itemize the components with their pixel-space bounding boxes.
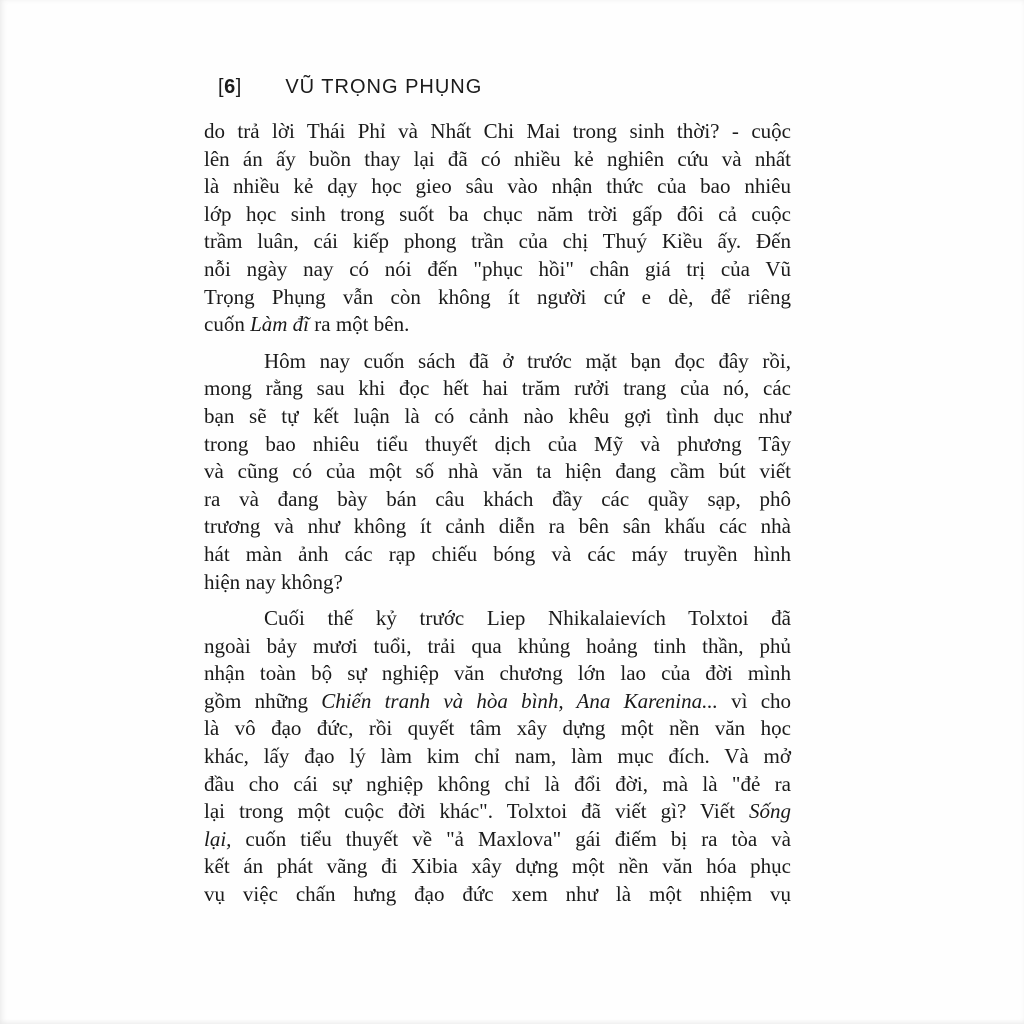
text-segment: nhận toàn bộ sự nghiệp văn chương lớn lao của đời mình [204,661,791,686]
text-line [204,431,791,459]
text-segment: Hôm nay cuốn sách đã ở trước mặt bạn đọc đây rồi, [264,348,791,373]
paragraph [204,605,791,909]
text-line [204,771,791,799]
page-number-digit: 6 [224,76,236,98]
text-segment: trong bao nhiêu tiểu thuyết dịch của Mỹ và phương Tây [204,431,791,456]
text-segment: bạn sẽ tự kết luận là có cảnh nào khêu gợi tình dục như [204,403,791,428]
text-line [204,853,791,881]
text-line [204,715,791,743]
text-segment: mong rằng sau khi đọc hết hai trăm rưởi trang của nó, các [204,376,791,401]
text-segment: là nhiều kẻ dạy học gieo sâu vào nhận thức của bao nhiêu [204,174,791,199]
italic-title-text: Chiến tranh và hòa bình, Ana Karenina... [321,688,718,713]
text-segment: ra một bên. [309,312,410,337]
text-segment: lên án ấy buồn thay lại đã có nhiều kẻ nghiên cứu và nhất [204,146,791,171]
text-segment: cuốn [204,312,251,337]
text-segment: vì cho [717,688,792,713]
paragraph [204,348,791,596]
text-segment: kết án phát vãng đi Xibia xây dựng một nền văn hóa phục [204,854,791,879]
text-segment: nỗi ngày nay có nói đến "phục hồi" chân giá trị của Vũ [204,256,791,281]
text-line [204,688,791,716]
italic-title-text: lại, [204,826,232,851]
text-segment: hiện nay không? [204,569,343,594]
text-line [204,486,791,514]
text-line [204,826,791,854]
text-segment: Trọng Phụng vẫn còn không ít người cứ e dè, để riêng [204,284,791,309]
text-line [204,228,791,256]
text-line [204,201,791,229]
text-line [204,348,791,376]
text-segment: ra và đang bày bán câu khách đầy các quầy sạp, phô [204,486,791,511]
page-number-bracket-close: ] [235,76,242,98]
text-line [204,173,791,201]
running-title: VŨ TRỌNG PHỤNG [285,76,483,98]
text-segment: là vô đạo đức, rồi quyết tâm xây dựng một nền văn học [204,716,791,741]
text-line [204,633,791,661]
text-segment: hát màn ảnh các rạp chiếu bóng và các máy truyền hình [204,541,791,566]
text-segment: trương và như không ít cảnh diễn ra bên sân khấu các nhà [204,514,791,539]
text-segment: do trả lời Thái Phỉ và Nhất Chi Mai trong sinh thời? - cuộc [204,119,791,143]
text-segment: lớp học sinh trong suốt ba chục năm trời gấp đôi cả cuộc [204,201,791,226]
page-header [218,76,482,99]
text-line [204,403,791,431]
text-line [204,284,791,312]
text-line [204,118,791,146]
text-line [204,605,791,633]
text-segment: khác, lấy đạo lý làm kim chỉ nam, làm mục đích. Và mở [204,744,791,769]
text-segment: vụ việc chấn hưng đạo đức xem như là một nhiệm vụ [204,882,791,907]
italic-title-text: Sống [749,799,791,824]
text-segment: ngoài bảy mươi tuổi, trải qua khủng hoảng tinh thần, phủ [204,633,791,658]
text-segment: cuốn tiểu thuyết về "ả Maxlova" gái điếm bị ra tòa và [231,826,791,851]
body-text [204,118,791,909]
text-segment: Cuối thế kỷ trước Liep Nhikalaievích Tolxtoi đã [264,606,791,631]
text-line [204,541,791,569]
text-line [204,743,791,771]
text-line [204,569,791,597]
page-number [218,76,242,98]
text-segment: trầm luân, cái kiếp phong trần của chị Thuý Kiều ấy. Đến [204,229,791,254]
text-line [204,458,791,486]
text-line [204,375,791,403]
text-line [204,660,791,688]
text-line [204,798,791,826]
italic-title-text: Làm đĩ [250,312,310,337]
text-line [204,256,791,284]
page-number-bracket-open: [ [218,76,225,98]
paragraph [204,118,791,339]
text-line [204,881,791,909]
text-line [204,513,791,541]
text-line [204,311,791,339]
text-segment: đầu cho cái sự nghiệp không chỉ là đổi đời, mà là "đẻ ra [204,771,791,796]
text-line [204,146,791,174]
text-segment: lại trong một cuộc đời khác". Tolxtoi đã viết gì? Viết [204,799,749,824]
text-segment: gồm những [204,688,322,713]
text-segment: và cũng có của một số nhà văn ta hiện đang cầm bút viết [204,459,791,484]
